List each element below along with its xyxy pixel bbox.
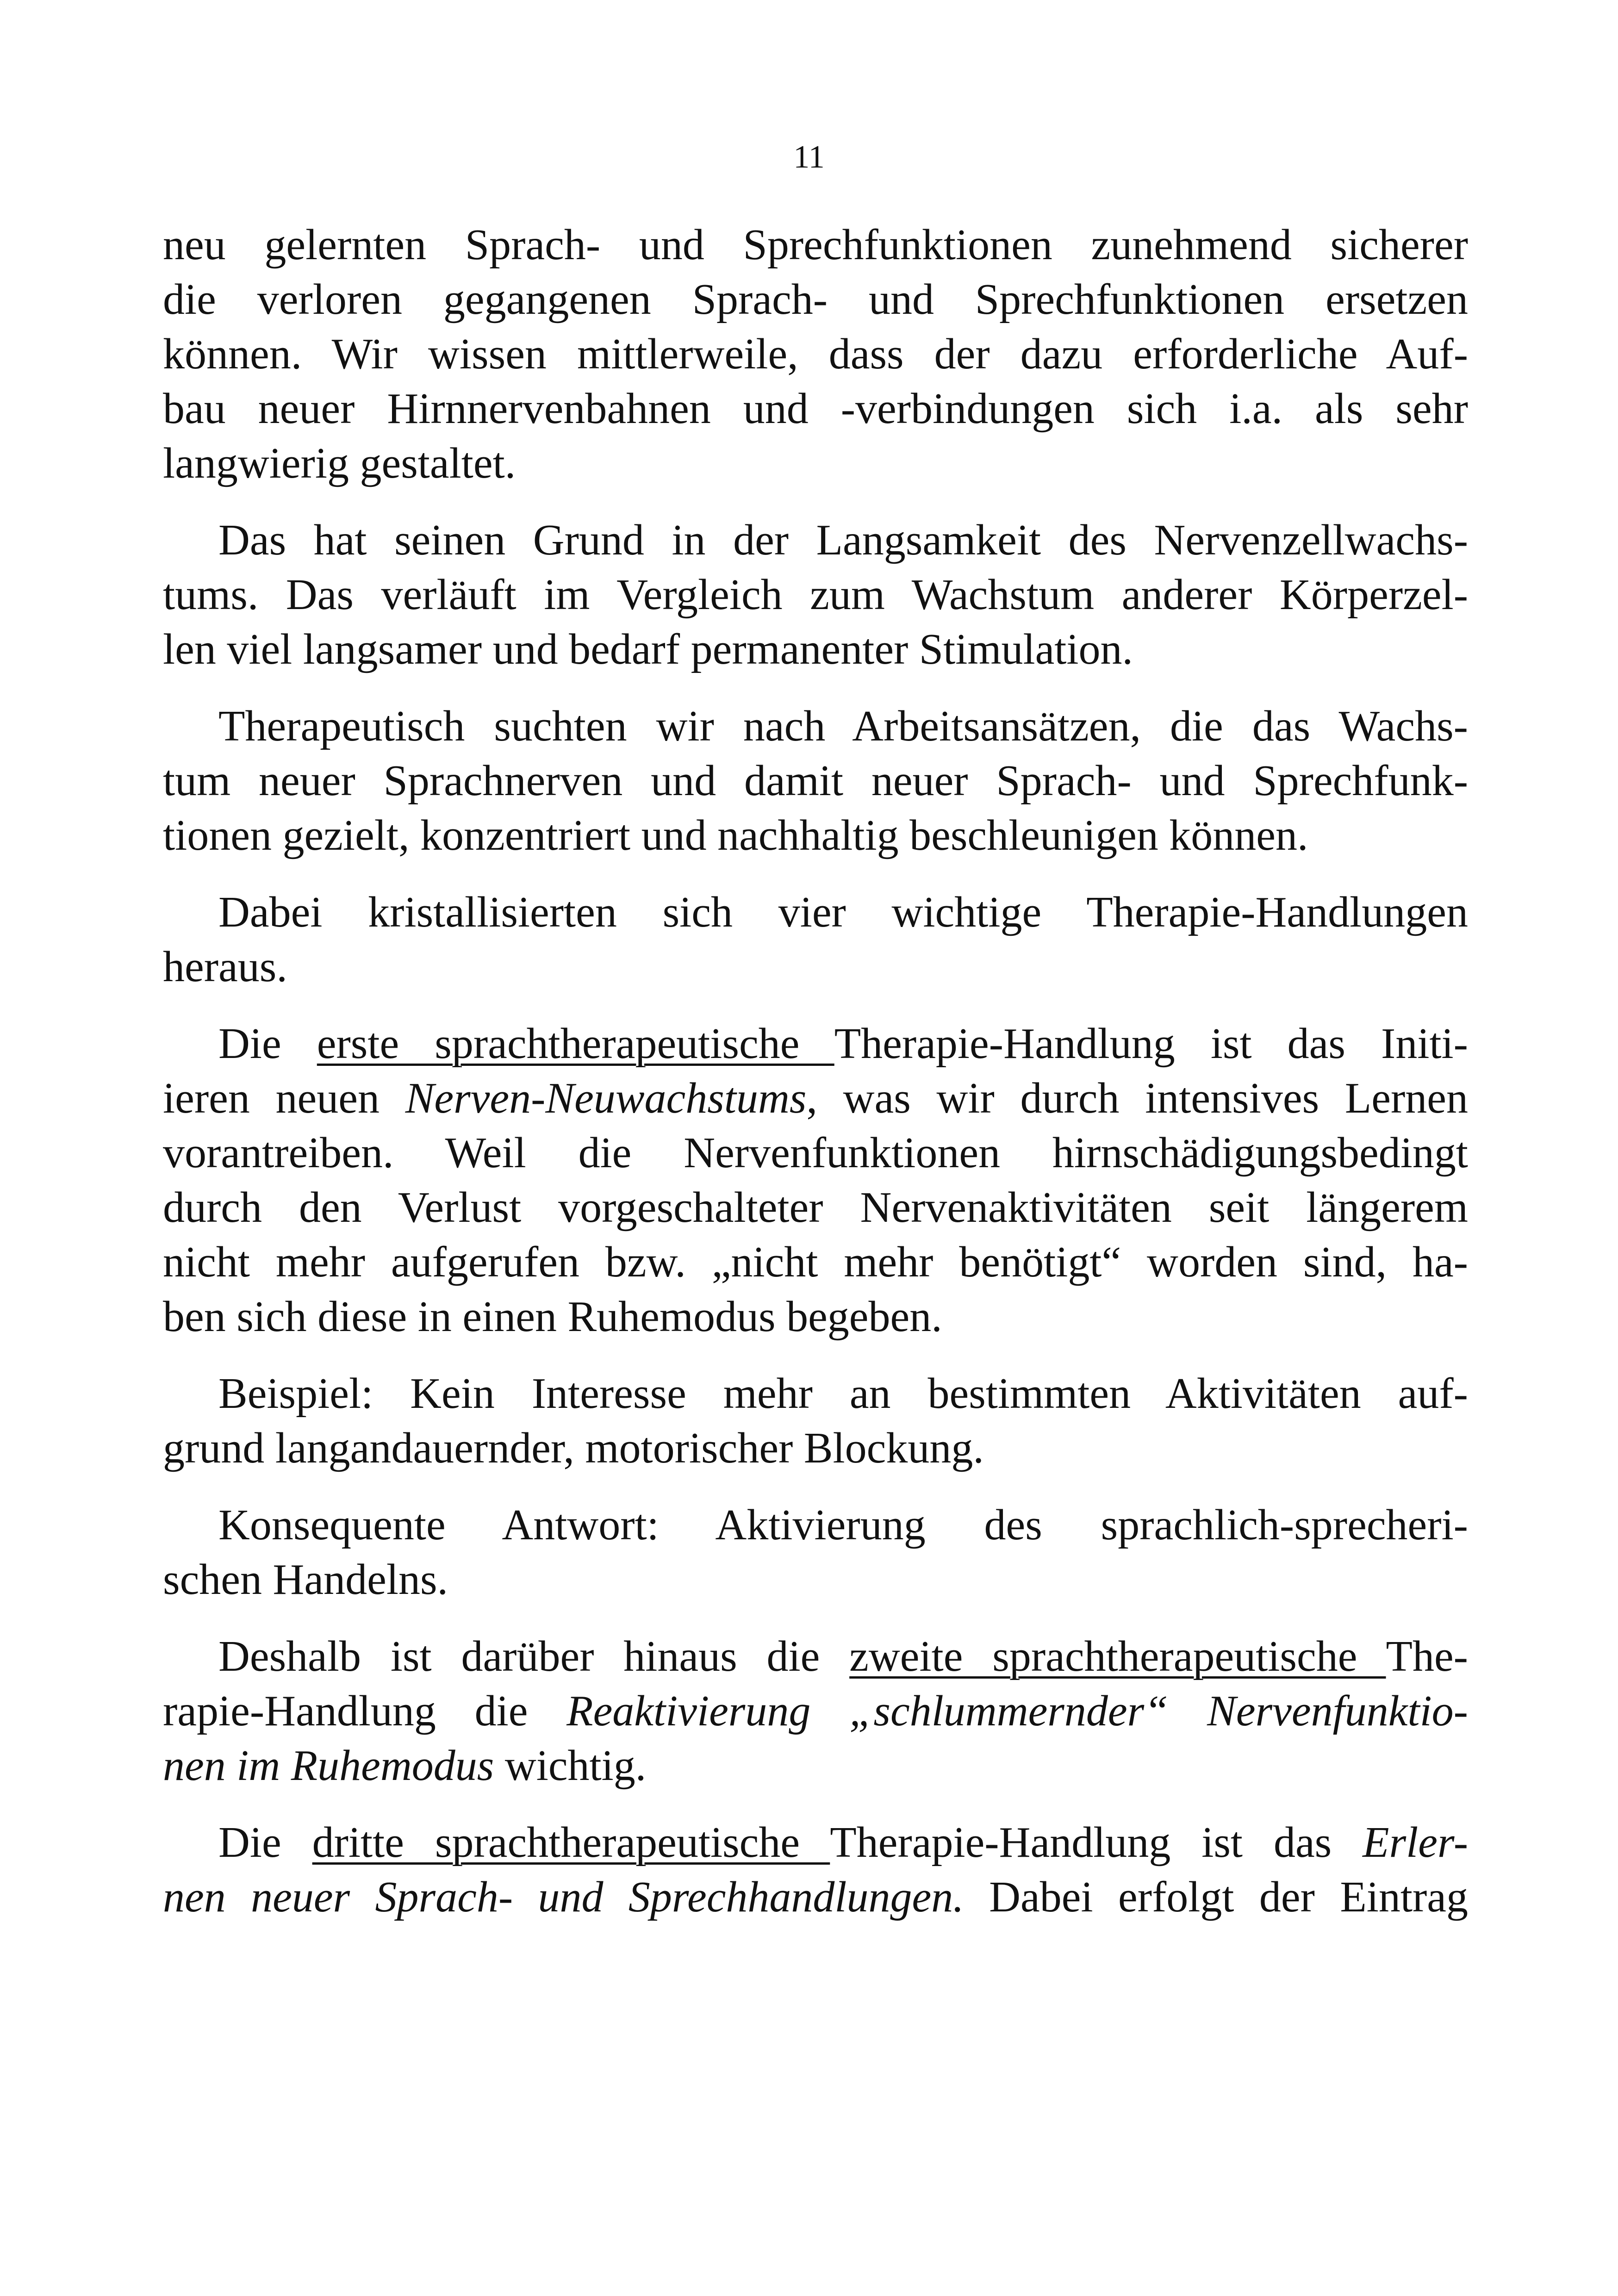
paragraph-4 xyxy=(163,885,1468,994)
text-line xyxy=(163,1870,1468,1924)
text-line: bau neuer Hirnnervenbahnen und -verbindungen sich i.a. als sehr xyxy=(163,385,1468,433)
paragraph-7 xyxy=(163,1498,1468,1607)
italic-term: Erler- xyxy=(1363,1818,1468,1867)
text-line: durch den Verlust vorgeschalteter Nervenaktivitäten seit längerem xyxy=(163,1183,1468,1232)
italic-term: nen im Ruhemodus xyxy=(163,1742,494,1790)
text-line: Konsequente Antwort: Aktivierung des sprachlich-sprecheri- xyxy=(218,1501,1468,1549)
text-line: können. Wir wissen mittlerweile, dass der dazu erforderliche Auf- xyxy=(163,330,1468,378)
text-line xyxy=(163,1016,1468,1071)
body-text xyxy=(163,218,1468,1947)
paragraph-9 xyxy=(163,1815,1468,1924)
text-line: vorantreiben. Weil die Nervenfunktionen hirnschädigungsbedingt xyxy=(163,1129,1468,1177)
italic-term: Reaktivierung „schlummernder“ Nervenfunktio- xyxy=(566,1687,1468,1735)
text-segment: Dabei erfolgt der Eintrag xyxy=(964,1873,1468,1921)
underlined-term: erste sprachtherapeutische xyxy=(317,1020,834,1068)
text-line: ben sich diese in einen Ruhemodus begeben. xyxy=(163,1293,942,1341)
paragraph-5 xyxy=(163,1016,1468,1344)
italic-term: nen neuer Sprach- und Sprechhandlungen. xyxy=(163,1873,964,1921)
italic-term: Nerven-Neuwachstums xyxy=(405,1074,807,1122)
text-segment: Therapie-Handlung ist das xyxy=(830,1818,1363,1867)
text-line xyxy=(163,1629,1468,1684)
paragraph-8 xyxy=(163,1629,1468,1793)
text-segment: Deshalb ist darüber hinaus die xyxy=(218,1632,850,1680)
text-line: grund langandauernder, motorischer Blockung. xyxy=(163,1424,984,1472)
text-segment: wichtig. xyxy=(494,1742,647,1790)
text-segment: , was wir durch intensives Lernen xyxy=(806,1074,1468,1122)
paragraph-1 xyxy=(163,218,1468,491)
text-line: Beispiel: Kein Interesse mehr an bestimmten Aktivitäten auf- xyxy=(218,1369,1468,1418)
text-line xyxy=(163,1815,1468,1870)
text-line xyxy=(163,1684,1468,1738)
text-line: nicht mehr aufgerufen bzw. „nicht mehr benötigt“ worden sind, ha- xyxy=(163,1238,1468,1286)
text-segment: ieren neuen xyxy=(163,1074,405,1122)
page-number: 11 xyxy=(793,139,825,175)
text-line: tionen gezielt, konzentriert und nachhaltig beschleunigen können. xyxy=(163,811,1308,859)
text-line xyxy=(163,1071,1468,1126)
paragraph-2 xyxy=(163,513,1468,677)
underlined-term: zweite sprachtherapeutische xyxy=(849,1632,1386,1680)
text-segment: Die xyxy=(218,1818,312,1867)
text-line: die verloren gegangenen Sprach- und Sprechfunktionen ersetzen xyxy=(163,275,1468,324)
text-line: neu gelernten Sprach- und Sprechfunktionen zunehmend sicherer xyxy=(163,221,1468,269)
text-line xyxy=(163,1738,1468,1793)
text-line: langwierig gestaltet. xyxy=(163,439,516,487)
text-segment: Therapie-Handlung ist das Initi- xyxy=(834,1020,1468,1068)
text-segment: The- xyxy=(1386,1632,1468,1680)
text-line: heraus. xyxy=(163,943,287,991)
text-line: Dabei kristallisierten sich vier wichtige Therapie-Handlungen xyxy=(218,888,1468,936)
text-line: tums. Das verläuft im Vergleich zum Wachstum anderer Körperzel- xyxy=(163,571,1468,619)
text-line: Das hat seinen Grund in der Langsamkeit des Nervenzellwachs- xyxy=(218,516,1468,564)
underlined-term: dritte sprachtherapeutische xyxy=(312,1818,830,1867)
text-line: len viel langsamer und bedarf permanenter Stimulation. xyxy=(163,625,1133,673)
text-segment: Die xyxy=(218,1020,317,1068)
text-line: Therapeutisch suchten wir nach Arbeitsansätzen, die das Wachs- xyxy=(218,702,1468,750)
paragraph-3 xyxy=(163,699,1468,863)
text-line: schen Handelns. xyxy=(163,1556,448,1604)
paragraph-6 xyxy=(163,1366,1468,1475)
text-segment: rapie-Handlung die xyxy=(163,1687,567,1735)
text-line: tum neuer Sprachnerven und damit neuer Sprach- und Sprechfunk- xyxy=(163,757,1468,805)
